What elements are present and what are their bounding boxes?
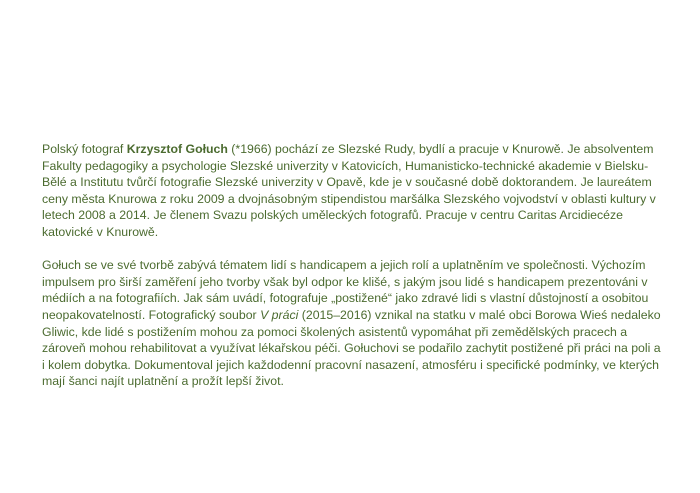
paragraph-biography: [42, 141, 664, 241]
bio-text-start: Polský fotograf: [42, 142, 127, 156]
paragraph-work: [42, 257, 664, 390]
article-text: [42, 141, 664, 390]
photographer-name: Krzysztof Gołuch: [126, 142, 228, 156]
work-text-rest: (2015–2016) vznikal na statku v malé obci Borowa Wieś nedaleko Gliwic, kde lidé s postižením mohou za pomoci školených asistentů vypomáhat při zemědělských pracech a zároveň mohou rehabilitovat a využívat lékařskou péči. Gołuchovi se podařilo zachytit postižené při práci na poli a i kolem dobytka. Dokumentoval jejich každodenní pracovní nasazení, atmosféru i specifické podmínky, ve kterých mají šanci najít uplatnění a prožít lepší život.: [42, 307, 661, 389]
series-title: V práci: [260, 307, 299, 322]
bio-text-rest: (*1966) pochází ze Slezské Rudy, bydlí a pracuje v Knurowě. Je absolventem Fakulty pedagogiky a psychologie Slezské univerzity v Katovicích, Humanisticko-technické akademie v Bielsku-Bělé a Institutu tvůrčí fotografie Slezské univerzity v Opavě, kde je v současné době doktorandem. Je laureátem ceny města Knurowa z roku 2009 a dvojnásobným stipendistou maršálka Slezského vojvodství v oblasti kultury v letech 2008 a 2014. Je členem Svazu polských uměleckých fotografů. Pracuje v centru Caritas Arcidiecéze katovické v Knurowě.: [42, 142, 656, 239]
work-text-start: Gołuch se ve své tvorbě zabývá tématem lidí s handicapem a jejich rolí a uplatněním ve společnosti. Výchozím impulsem pro širší zaměření jeho tvorby však byl odpor ke klišé, s jakým jsou lidé s handicapem prezentováni v médiích a na fotografiích. Jak sám uvádí, fotografuje „postižené“ jako zdravé lidi s vlastní důstojností a osobitou neopakovatelností. Fotografický soubor: [42, 258, 649, 322]
